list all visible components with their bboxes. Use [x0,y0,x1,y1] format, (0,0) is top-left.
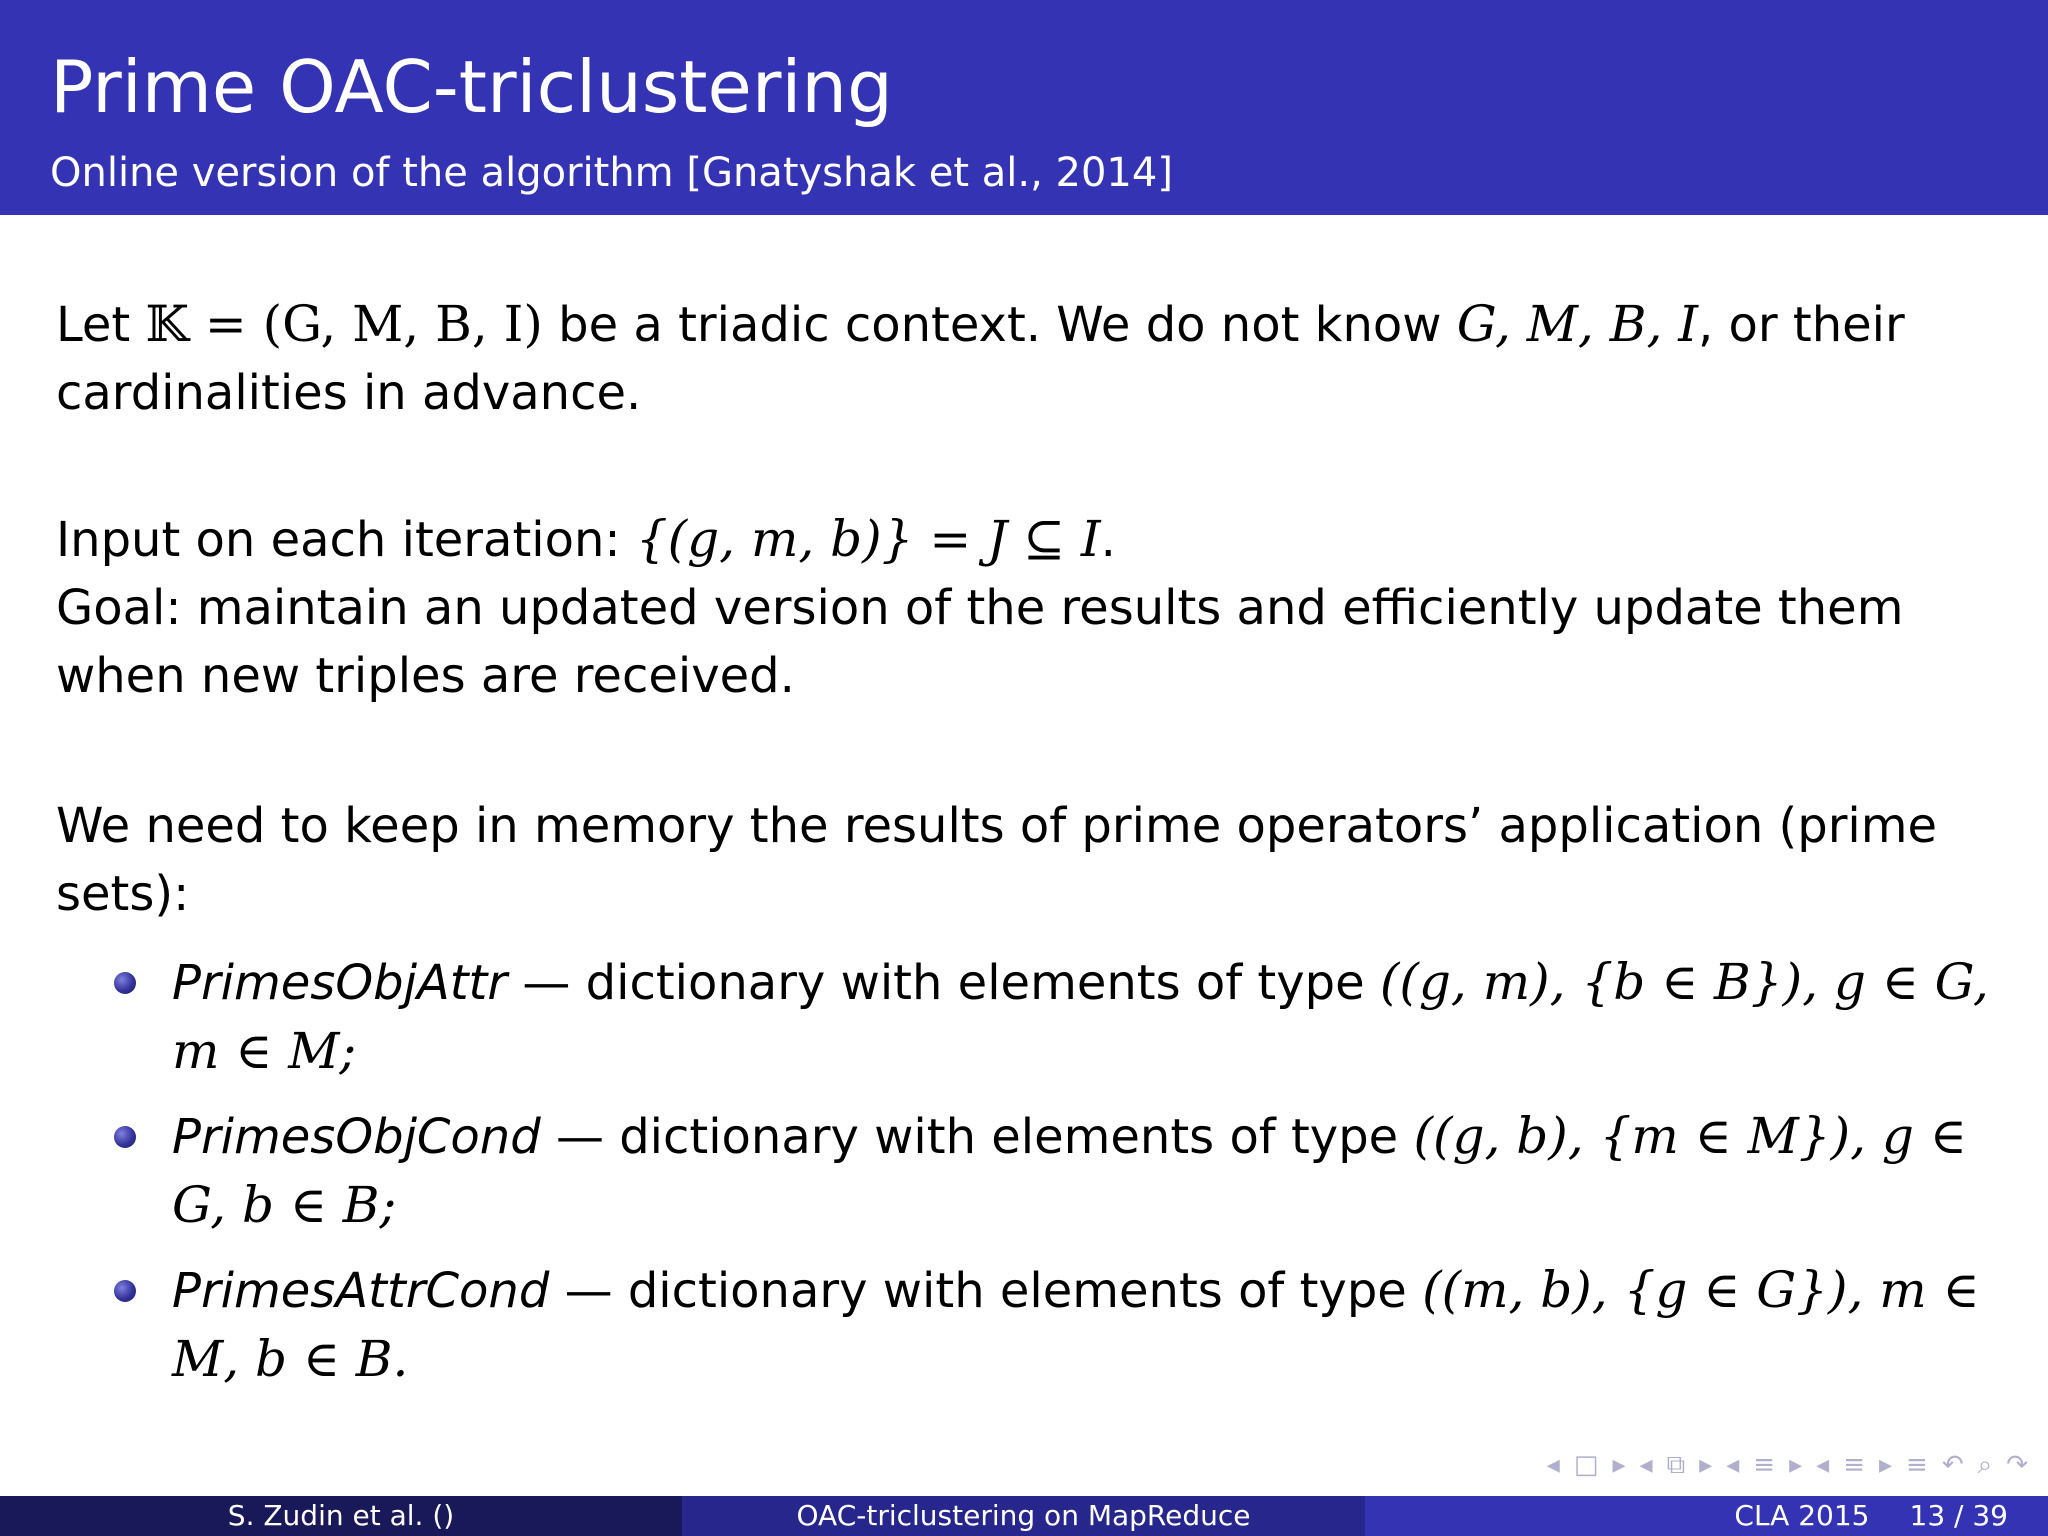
slide-footer [0,1496,2048,1536]
let-word: Let [56,297,131,353]
list-item [56,948,2006,1086]
paragraph-input [56,505,2006,574]
dictionary-name: PrimesAttrCond [172,1263,550,1319]
paragraph-goal: Goal: maintain an updated version of the results and efficiently update them when new triples are received. [56,580,1904,704]
dictionary-formula: ((g, b), {m ∈ M}), g ∈ G, b ∈ B; [172,1107,1967,1234]
list-item [56,1102,2006,1240]
slide-header [0,0,2048,215]
nav-next-subsection-icon[interactable]: ▸ [1699,1450,1713,1480]
nav-forward-icon[interactable]: ↷ [2006,1450,2028,1480]
unknown-vars: G, M, B, I [1456,295,1698,353]
footer-authors: S. Zudin et al. () [0,1496,682,1536]
nav-next-doc-icon[interactable]: ▸ [1878,1450,1893,1480]
input-formula: {(g, m, b)} = J ⊆ I [635,510,1101,568]
dictionary-formula: ((m, b), {g ∈ G}), m ∈ M, b ∈ B. [172,1261,1980,1388]
nav-prev-subsection-icon[interactable]: ◂ [1639,1450,1653,1480]
footer-right [1365,1496,2048,1536]
nav-prev-frame-icon[interactable]: ◂ [1546,1450,1560,1480]
input-period: . [1100,512,1116,568]
nav-section-icon[interactable]: ≡ [1753,1450,1776,1480]
dictionary-name: PrimesObjCond [172,1109,541,1165]
footer-page-number: 13 / 39 [1909,1499,2008,1532]
footer-title: OAC-triclustering on MapReduce [682,1496,1365,1536]
slide-title: Prime OAC-triclustering [50,45,893,129]
nav-next-frame-icon[interactable]: ▸ [1612,1450,1626,1480]
nav-back-icon[interactable]: ↶ [1941,1450,1964,1480]
footer-conference: CLA 2015 [1734,1499,1870,1532]
context-text-tail: , or their cardinalities in advance. [56,297,1905,421]
paragraph-memory: We need to keep in memory the results of prime operators’ application (prime sets): [56,798,1938,922]
slide-subtitle: Online version of the algorithm [Gnatyshak et al., 2014] [50,150,1173,196]
dictionary-name: PrimesObjAttr [172,955,508,1011]
nav-doc-icon[interactable]: ≡ [1843,1450,1865,1480]
context-text: be a triadic context. We do not know [558,297,1442,353]
dictionary-desc: — dictionary with elements of type [522,955,1365,1011]
bullet-icon [114,1126,136,1148]
bullet-icon [114,972,136,994]
list-item [56,1256,2006,1394]
paragraph-context [56,290,2006,427]
nav-next-section-icon[interactable]: ▸ [1789,1450,1803,1480]
bullet-icon [114,1280,136,1302]
nav-frame-icon[interactable]: □ [1573,1450,1599,1480]
context-formula: 𝕂 = (G, M, B, I) [145,295,543,353]
nav-prev-section-icon[interactable]: ◂ [1726,1450,1740,1480]
prime-sets-list [56,948,2006,1394]
slide-body [56,290,2006,1410]
dictionary-desc: — dictionary with elements of type [564,1263,1407,1319]
nav-toc-icon[interactable]: ≡ [1906,1450,1928,1480]
nav-prev-doc-icon[interactable]: ◂ [1816,1450,1830,1480]
beamer-navigation [1547,1445,2028,1485]
dictionary-desc: — dictionary with elements of type [555,1109,1399,1165]
input-intro: Input on each iteration: [56,512,621,568]
dictionary-formula: ((g, m), {b ∈ B}), g ∈ G, m ∈ M; [172,953,1989,1080]
nav-search-icon[interactable]: ⌕ [1977,1449,1993,1480]
nav-subsection-icon[interactable]: ⧉ [1666,1449,1686,1480]
